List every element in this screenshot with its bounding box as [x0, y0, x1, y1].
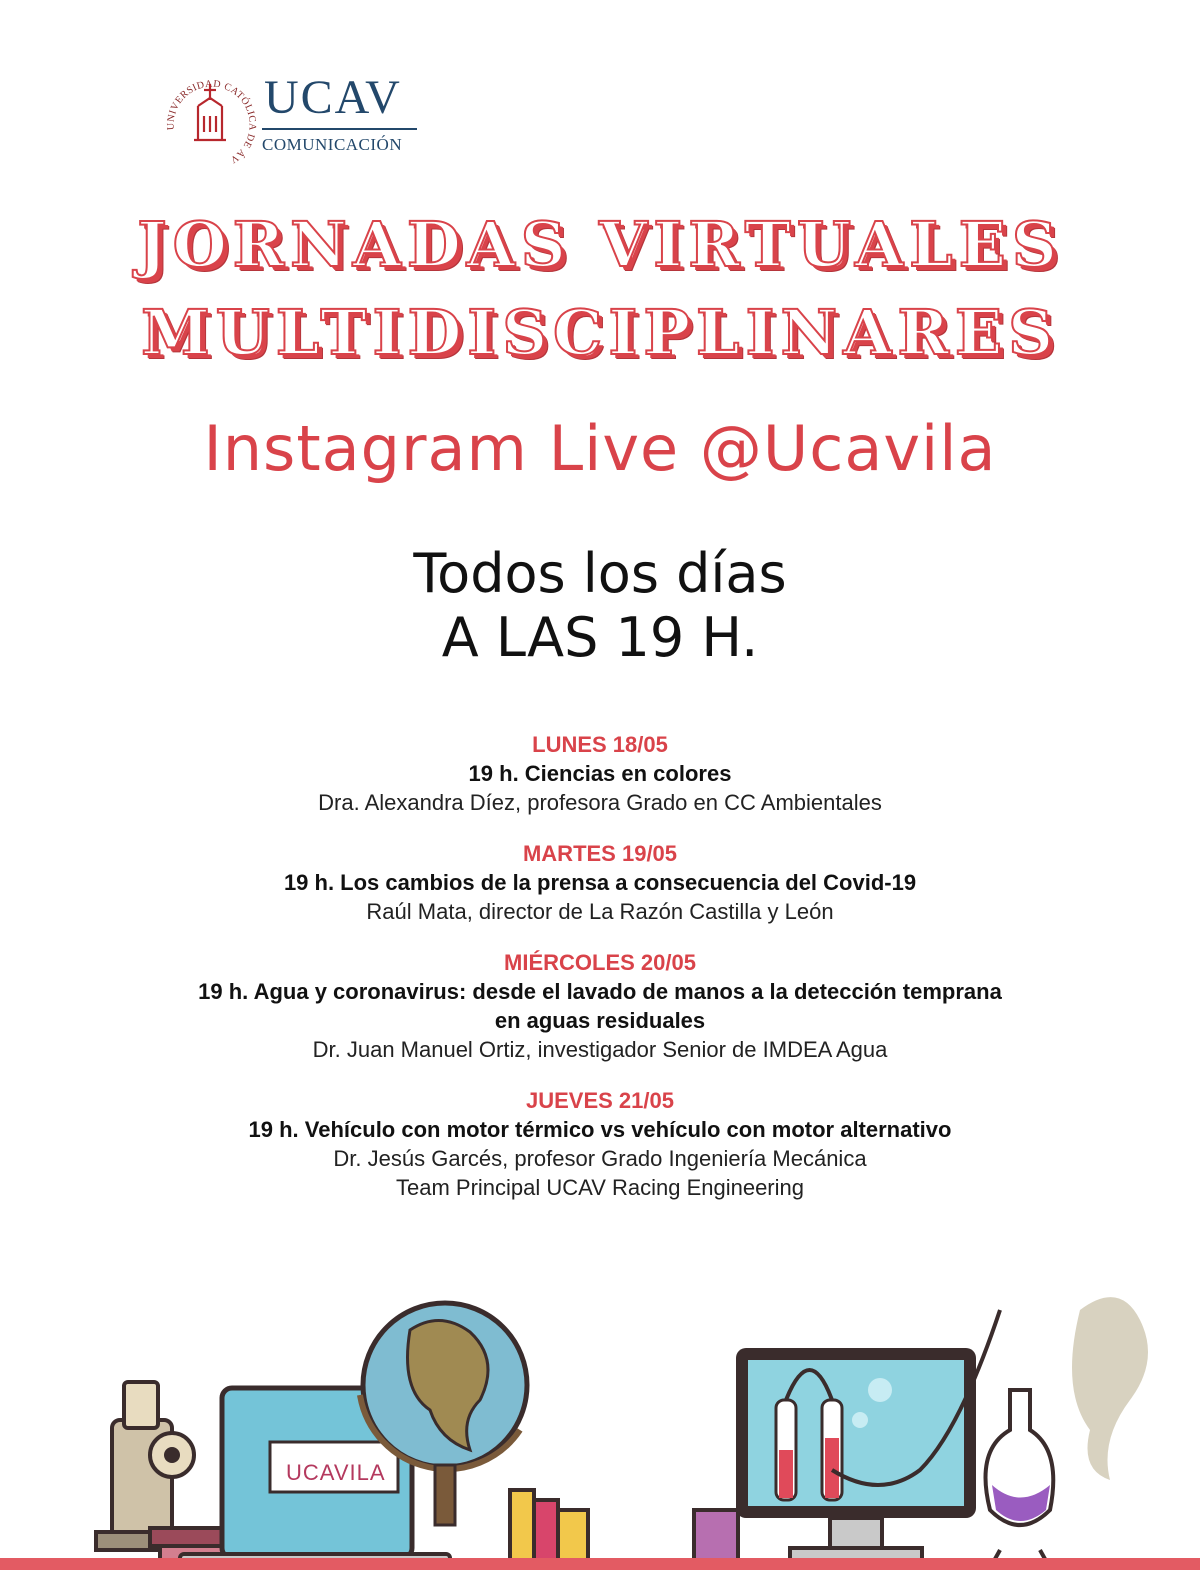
title-line-1: JORNADAS VIRTUALES	[137, 208, 1063, 281]
logo-divider	[262, 128, 417, 130]
day-heading: MIÉRCOLES 20/05	[504, 950, 696, 975]
logo-subtitle: COMUNICACIÓN	[262, 135, 403, 154]
speaker-line: Dr. Juan Manuel Ortiz, investigador Senior de IMDEA Agua	[312, 1037, 888, 1062]
talk-title: 19 h. Los cambios de la prensa a consecuencia del Covid-19	[283, 870, 917, 895]
instagram-live-heading: Instagram Live @Ucavila	[203, 412, 997, 485]
science-illustration	[0, 1270, 1200, 1570]
speaker-line: Dra. Alexandra Díez, profesora Grado en CC Ambientales	[318, 790, 882, 815]
talk-title-continued: en aguas residuales	[494, 1008, 706, 1033]
talk-title: 19 h. Ciencias en colores	[468, 761, 732, 786]
schedule-day-thursday	[0, 1086, 1200, 1202]
talk-title: 19 h. Vehículo con motor térmico vs vehículo con motor alternativo	[248, 1117, 952, 1142]
schedule	[0, 730, 1200, 1224]
svg-text:UNIVERSIDAD CATÓLICA DE ÁVILA: UNIVERSIDAD CATÓLICA DE ÁV	[165, 78, 258, 166]
speaker-line: Raúl Mata, director de La Razón Castilla y León	[366, 899, 834, 924]
title-line-2: MULTIDISCIPLINARES	[141, 296, 1059, 369]
speaker-line: Dr. Jesús Garcés, profesor Grado Ingeniería Mecánica	[333, 1146, 867, 1171]
time-notice-line-2: A LAS 19 H.	[441, 606, 759, 669]
microscope-icon	[96, 1382, 196, 1550]
time-notice-line-1: Todos los días	[413, 542, 787, 605]
logo-title: UCAV	[264, 71, 402, 124]
monitor-icon	[736, 1348, 976, 1562]
day-heading: LUNES 18/05	[532, 732, 668, 757]
day-heading: MARTES 19/05	[522, 841, 678, 866]
schedule-day-tuesday	[0, 839, 1200, 926]
speaker-line: Team Principal UCAV Racing Engineering	[395, 1175, 804, 1200]
schedule-day-monday	[0, 730, 1200, 817]
schedule-day-wednesday	[0, 948, 1200, 1064]
university-seal-logo	[160, 70, 260, 170]
day-heading: JUEVES 21/05	[526, 1088, 674, 1113]
flask-icon	[986, 1297, 1149, 1568]
talk-title: 19 h. Agua y coronavirus: desde el lavado de manos a la detección temprana	[198, 979, 1002, 1004]
bottom-accent-bar	[0, 1558, 1200, 1570]
laptop-screen-label: UCAVILA	[286, 1460, 386, 1485]
time-notice	[0, 542, 1200, 670]
